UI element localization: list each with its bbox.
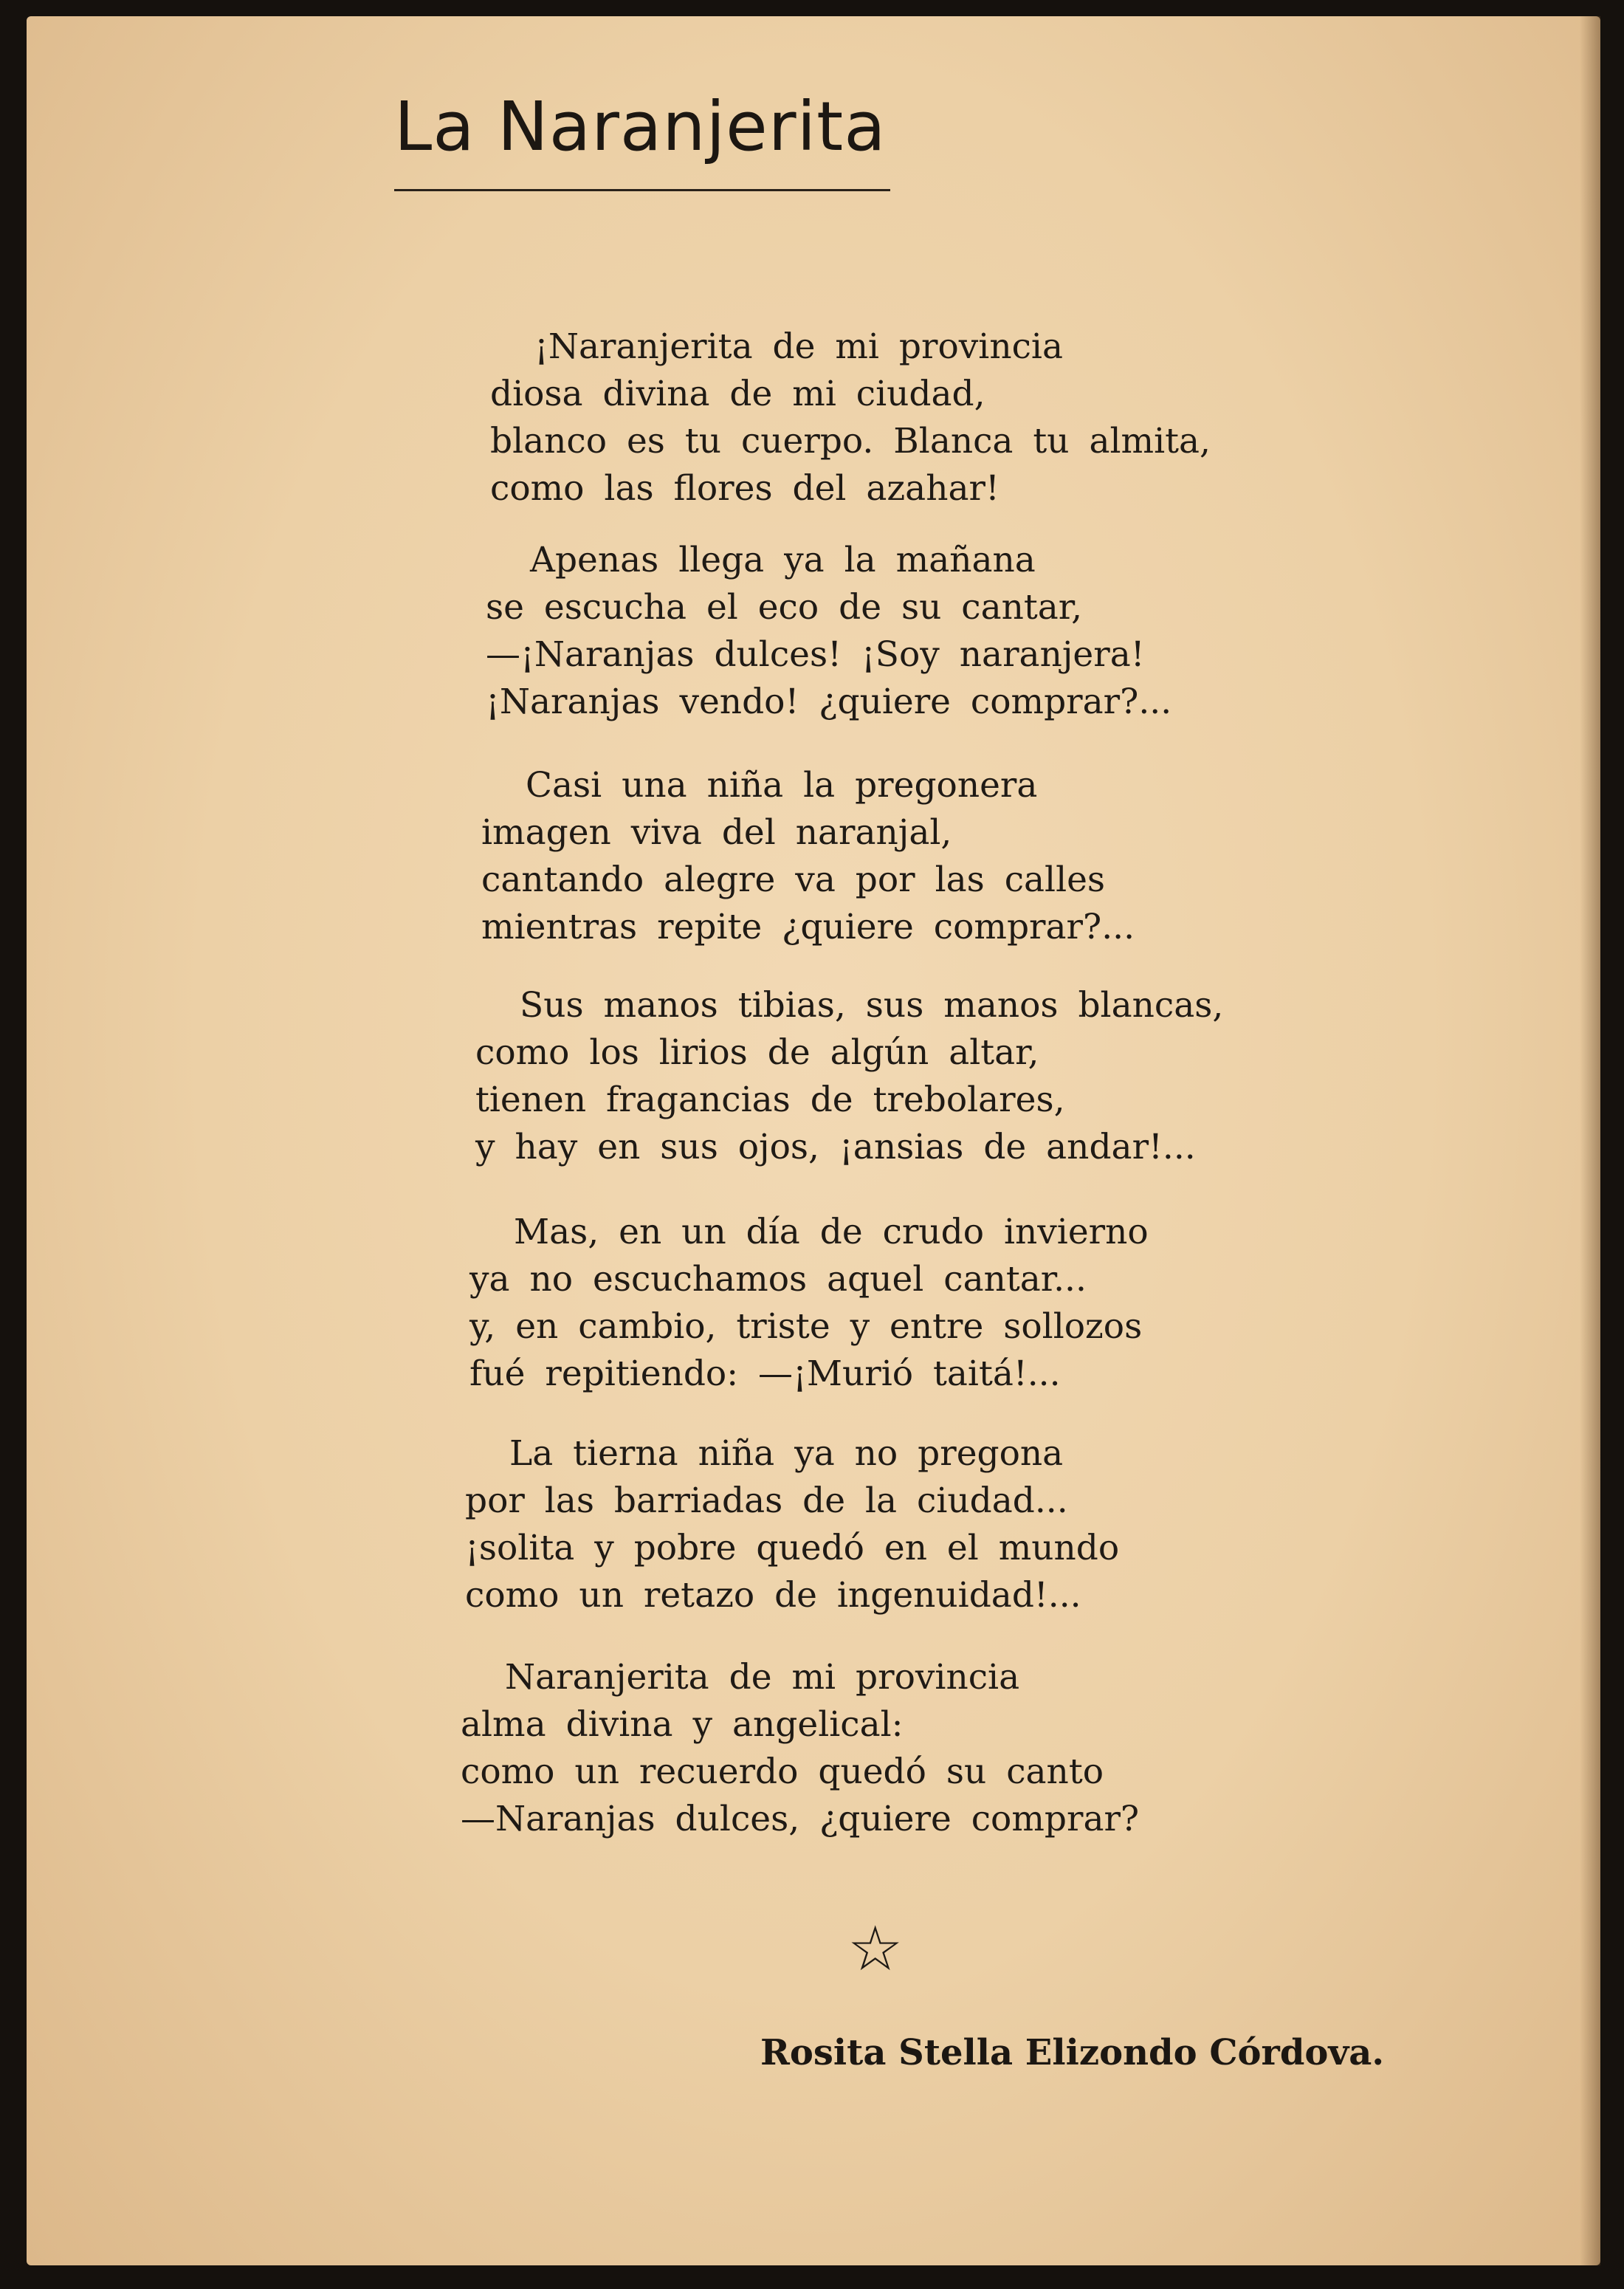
verse-line: como un recuerdo quedó su canto — [461, 1751, 1104, 1792]
verse-line: Casi una niña la pregonera — [526, 765, 1038, 806]
verse-line: Mas, en un día de crudo invierno — [514, 1212, 1149, 1252]
verse-line: como un retazo de ingenuidad!... — [465, 1575, 1081, 1616]
stanza — [475, 982, 1223, 1171]
verse-line: ¡solita y pobre quedó en el mundo — [465, 1528, 1120, 1568]
verse-line: cantando alegre va por las calles — [481, 859, 1106, 900]
verse-line: por las barriadas de la ciudad... — [465, 1480, 1068, 1521]
verse-line: ¡Naranjas vendo! ¿quiere comprar?... — [486, 682, 1172, 722]
verse-line: como las flores del azahar! — [490, 468, 999, 509]
verse-line: como los lirios de algún altar, — [475, 1032, 1039, 1073]
stanza — [465, 1430, 1119, 1619]
stanza — [481, 762, 1135, 951]
verse-line: ¡Naranjerita de mi provincia — [534, 326, 1063, 367]
verse-line: diosa divina de mi ciudad, — [490, 374, 985, 414]
verse-line: Apenas llega ya la mañana — [530, 540, 1036, 580]
verse-line: se escucha el eco de su cantar, — [486, 587, 1083, 628]
verse-line: —¡Naranjas dulces! ¡Soy naranjera! — [486, 634, 1145, 675]
verse-line: Naranjerita de mi provincia — [505, 1657, 1020, 1698]
verse-line: Sus manos tibias, sus manos blancas, — [520, 985, 1224, 1026]
verse-line: imagen viva del naranjal, — [481, 812, 952, 853]
verse-line: blanco es tu cuerpo. Blanca tu almita, — [490, 421, 1211, 461]
verse-line: y, en cambio, triste y entre sollozos — [469, 1306, 1143, 1347]
verse-line: —Naranjas dulces, ¿quiere comprar? — [461, 1799, 1140, 1839]
verse-line: La tierna niña ya no pregona — [509, 1433, 1064, 1474]
verse-line: fué repitiendo: —¡Murió taitá!... — [469, 1353, 1061, 1394]
verse-line: alma divina y angelical: — [461, 1704, 904, 1745]
star-ornament-icon: ☆ — [847, 1912, 904, 1985]
poem-title: La Naranjerita — [394, 87, 887, 166]
title-underline — [394, 189, 890, 191]
verse-line: mientras repite ¿quiere comprar?... — [481, 907, 1135, 947]
verse-line: ya no escuchamos aquel cantar... — [469, 1259, 1087, 1300]
stanza — [486, 537, 1171, 726]
page-spine-shadow — [1580, 16, 1600, 2265]
stanza — [469, 1209, 1149, 1398]
stanza — [461, 1654, 1139, 1843]
author-signature: Rosita Stella Elizondo Córdova. — [760, 2032, 1385, 2073]
stanza — [490, 323, 1211, 512]
verse-line: tienen fragancias de trebolares, — [475, 1080, 1065, 1120]
verse-line: y hay en sus ojos, ¡ansias de andar!... — [475, 1127, 1196, 1167]
